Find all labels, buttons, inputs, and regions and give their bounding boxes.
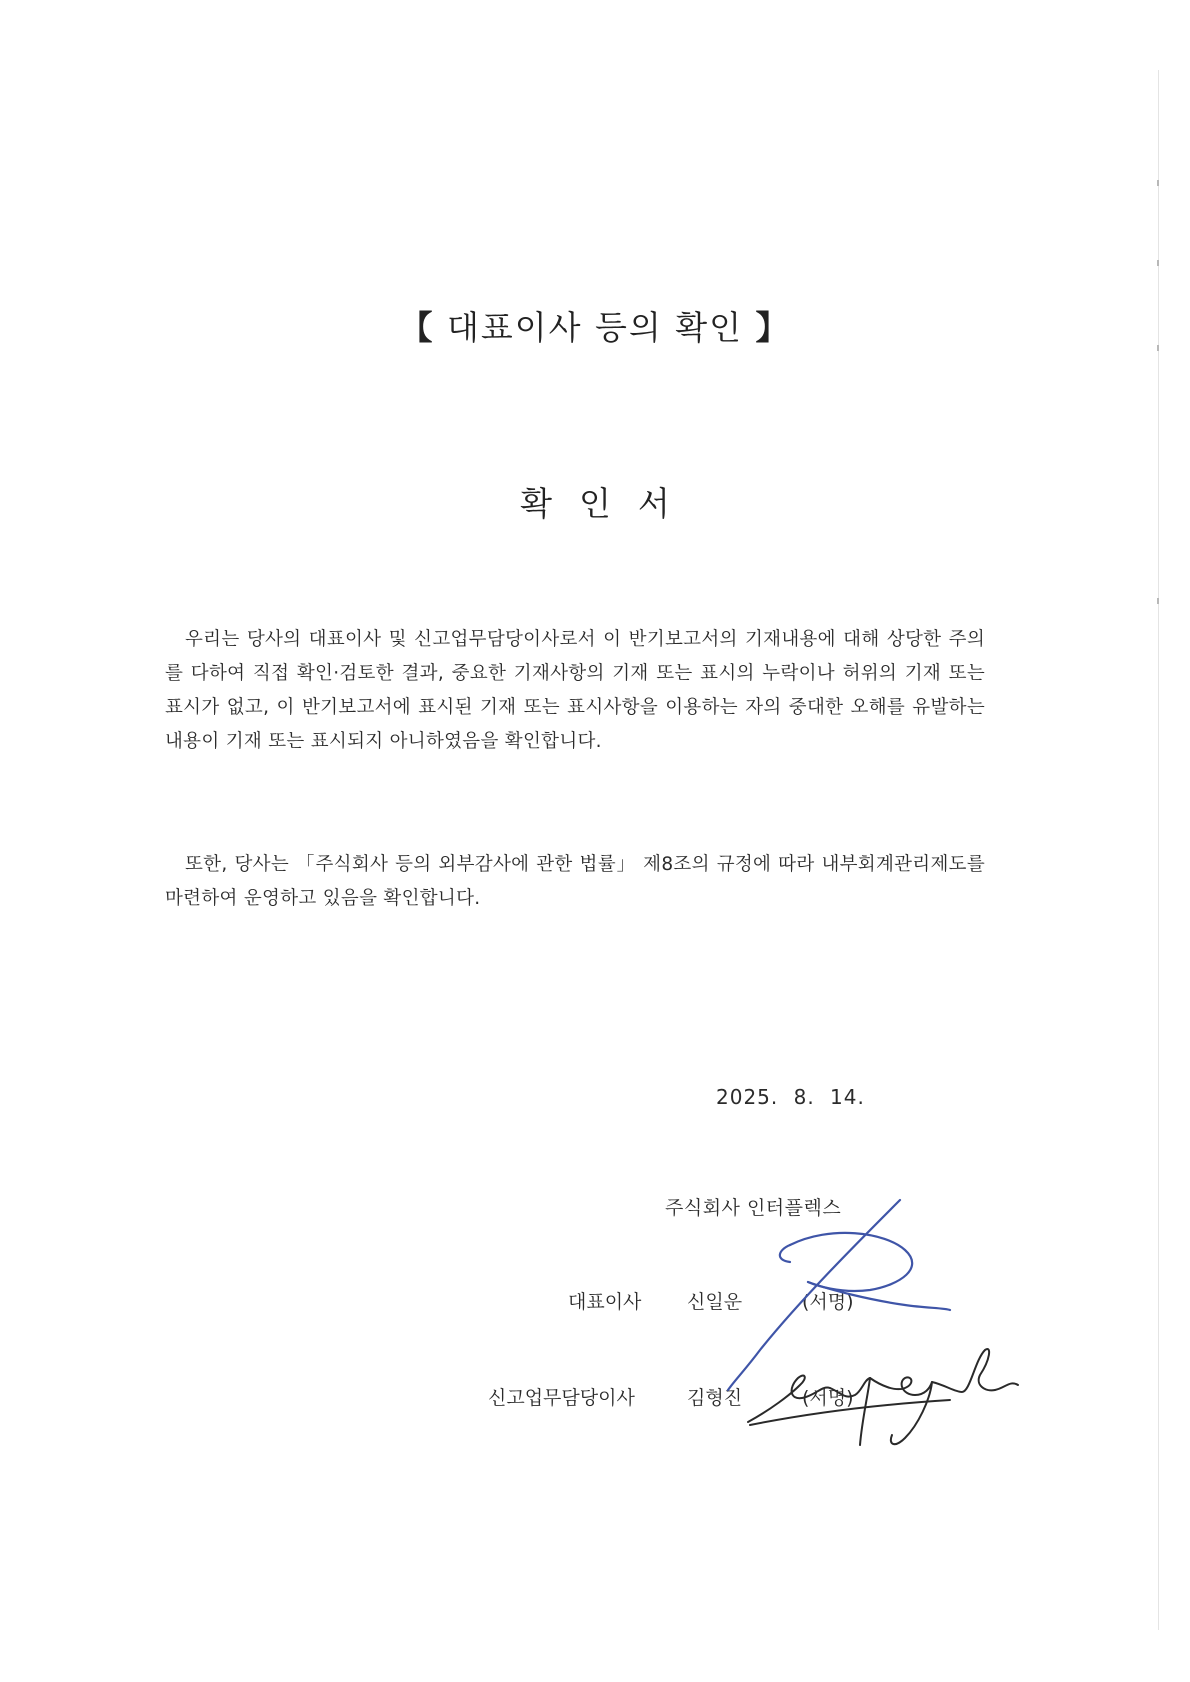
- signatory-name: 김형진: [687, 1387, 743, 1409]
- confirmation-paragraph: 우리는 당사의 대표이사 및 신고업무담당이사로서 이 반기보고서의 기재내용에 대해 상당한 주의를 다하여 직접 확인·검토한 결과, 중요한 기재사항의 기재 또는 표시의 누락이나 허위의 기재 또는 표시가 없고, 이 반기보고서에 표시된 기재 또는 표시사항을 이용하는 자의 중대한 오해를 유발하는 내용이 기재 또는 표시되지 아니하였음을 확인합니다.: [165, 629, 985, 752]
- page-heading: [0, 302, 1190, 349]
- scan-mark: [1157, 598, 1159, 604]
- heading-open-bracket: 【: [399, 308, 435, 347]
- heading-close-bracket: 】: [755, 308, 791, 347]
- scan-mark: [1157, 260, 1159, 266]
- signature-placeholder: (서명): [802, 1291, 854, 1313]
- signatory-title: 대표이사: [568, 1291, 642, 1313]
- heading-text: 대표이사 등의 확인: [446, 308, 743, 347]
- signatory-title: 신고업무담당이사: [488, 1387, 635, 1409]
- company-name: 주식회사 인터플렉스: [665, 1197, 842, 1219]
- signature-placeholder: (서명): [802, 1387, 854, 1409]
- signatory-name: 신일운: [687, 1291, 743, 1313]
- director-signature: [748, 1349, 1018, 1445]
- internal-control-paragraph: 또한, 당사는 「주식회사 등의 외부감사에 관한 법률」 제8조의 규정에 따라 내부회계관리제도를 마련하여 운영하고 있음을 확인합니다.: [165, 854, 985, 909]
- document-title: 확인서: [520, 484, 697, 523]
- document-date: 2025. 8. 14.: [716, 1085, 865, 1109]
- scan-mark: [1157, 180, 1159, 186]
